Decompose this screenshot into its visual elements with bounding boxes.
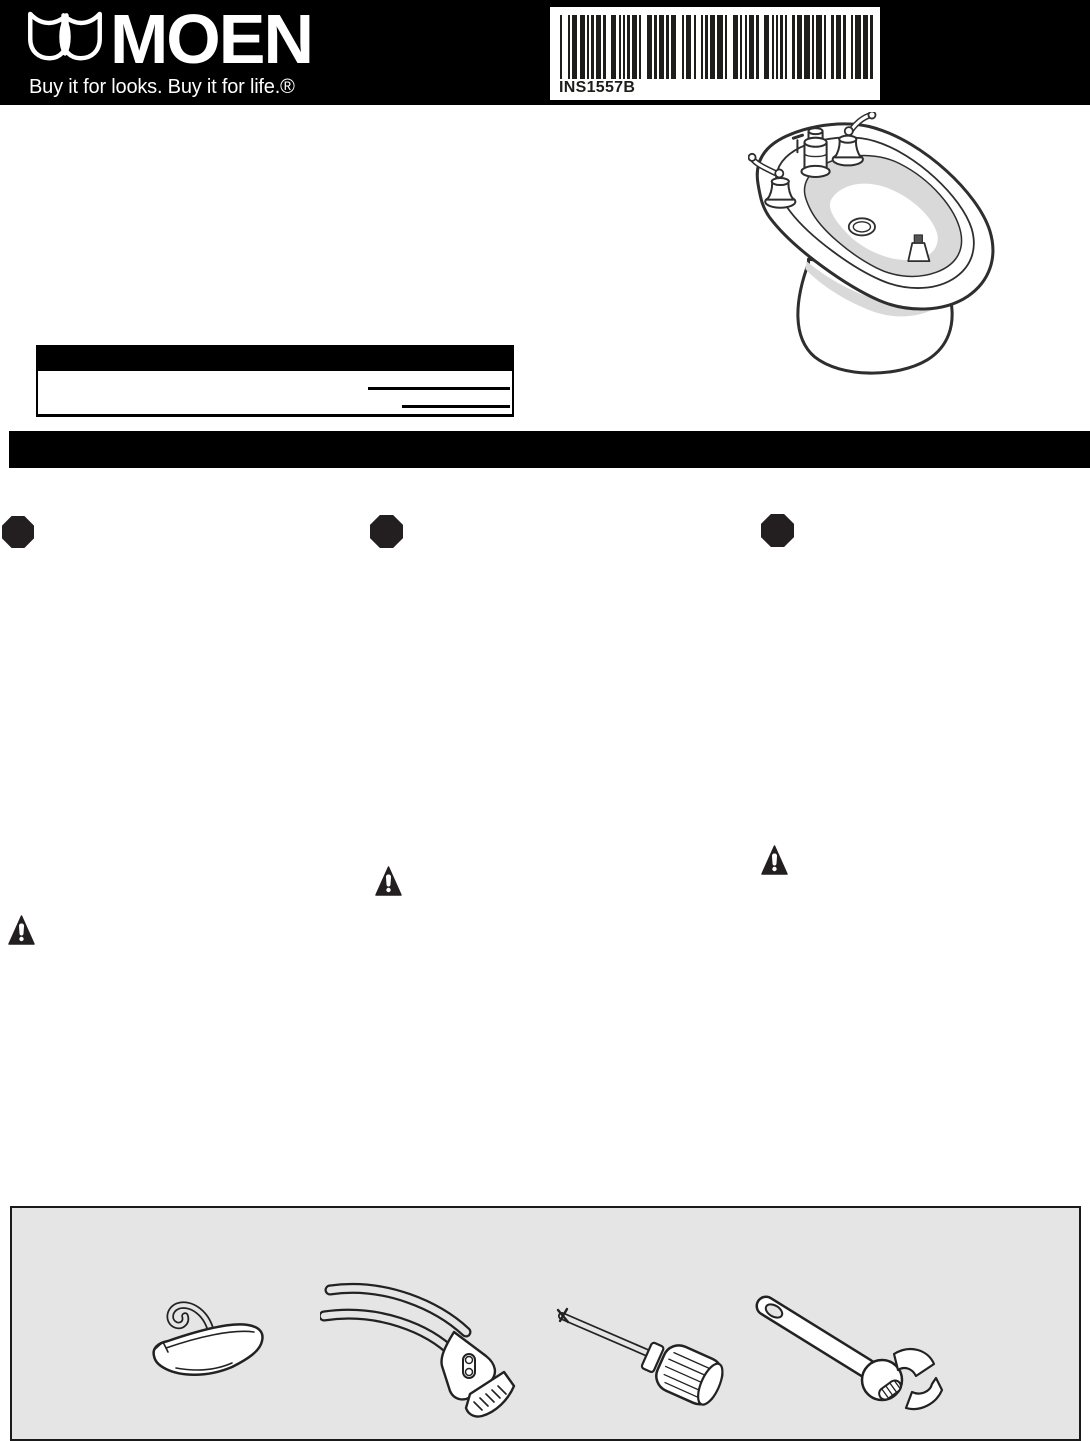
barcode-label: INS1557B: [559, 79, 636, 96]
warning-icon: [8, 915, 35, 946]
record-write-in-line: [402, 405, 510, 408]
slip-joint-pliers-icon: [320, 1270, 520, 1428]
bidet-drain: [849, 218, 875, 235]
brand-tagline: Buy it for looks. Buy it for life.®: [29, 76, 295, 98]
step-badge-octagon-3: [761, 514, 794, 547]
record-box: [36, 345, 514, 417]
step-badge-octagon-2: [370, 515, 403, 548]
tools-panel: [10, 1206, 1081, 1441]
section-divider-bar: [9, 431, 1090, 468]
brand-wordmark: MOEN: [110, 0, 312, 78]
safety-glasses-icon: [142, 1292, 292, 1402]
moen-tulip-icon: [26, 8, 104, 76]
record-write-in-line: [368, 387, 510, 390]
phillips-screwdriver-icon: [554, 1292, 729, 1417]
bidet-illustration: [748, 112, 1002, 380]
barcode-bars: [560, 15, 873, 79]
warning-icon: [761, 845, 788, 876]
header-banner: [0, 0, 1090, 105]
record-box-header: [37, 346, 513, 371]
warning-icon: [375, 866, 402, 897]
step-badge-octagon-1: [2, 516, 34, 548]
adjustable-wrench-icon: [744, 1284, 944, 1424]
barcode-panel: [550, 7, 880, 100]
